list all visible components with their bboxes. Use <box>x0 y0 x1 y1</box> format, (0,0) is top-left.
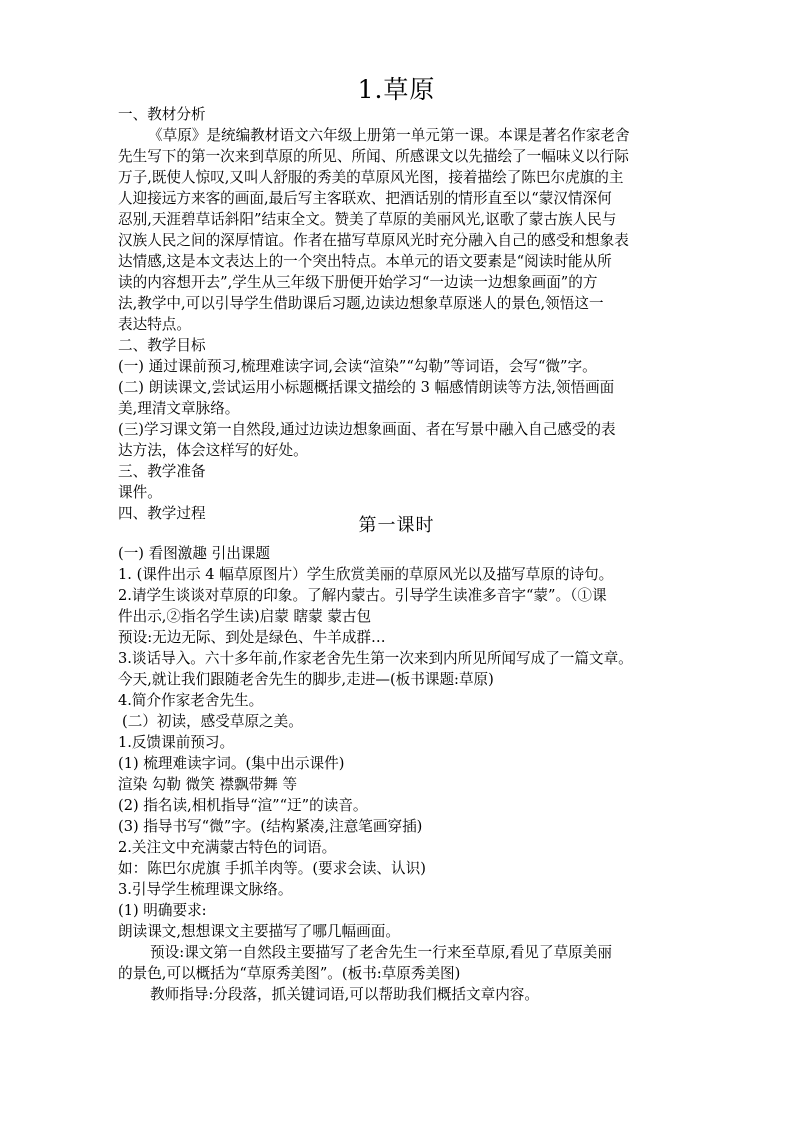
section-heading: 二、教学目标 <box>118 337 206 354</box>
lesson-title: 第一课时 <box>358 515 435 536</box>
process-line: 预设:无边无际、到处是绿色、牛羊成群… <box>118 629 386 646</box>
goal-line: (一) 通过课前预习,梳理难读字词,会读“渲染”“勾勒”等词语，会写“微”字。 <box>118 358 597 375</box>
process-line: (1) 明确要求: <box>118 902 207 919</box>
process-line: 4.简介作家老舍先生。 <box>118 692 264 709</box>
process-line: 渲染 勾勒 微笑 襟飘带舞 等 <box>118 776 298 793</box>
paragraph-line: 读的内容想开去”,学生从三年级下册便开始学习“一边读一边想象画面”的方 <box>118 274 598 291</box>
section-heading: 一、教材分析 <box>118 106 206 123</box>
process-line: 件出示,②指名学生读)启蒙 瞎蒙 蒙古包 <box>118 608 372 625</box>
process-line: (2) 指名读,相机指导“渲”“迂”的读音。 <box>118 797 368 814</box>
process-line: 2.请学生谈谈对草原的印象。了解内蒙古。引导学生读准多音字“蒙”。（①课 <box>118 587 607 604</box>
guide-line: 教师指导:分段落，抓关键词语,可以帮助我们概括文章内容。 <box>150 986 539 1003</box>
process-line: 2.关注文中充满蒙古特色的词语。 <box>118 839 337 856</box>
goal-line: 达方法，体会这样写的好处。 <box>118 442 308 459</box>
paragraph-line: 表达特点。 <box>118 316 191 333</box>
process-line: (二）初读，感受草原之美。 <box>122 713 303 730</box>
process-line: 朗读课文,想想课文主要描写了哪几幅画面。 <box>118 923 400 940</box>
process-line: 3.引导学生梳理课文脉络。 <box>118 881 293 898</box>
preset-line: 的景色,可以概括为“草原秀美图”。(板书:草原秀美图) <box>118 965 461 982</box>
paragraph-line: 《草原》是统编教材语文六年级上册第一单元第一课。本课是著名作家老舍 <box>148 127 630 144</box>
paragraph-line: 人迎接远方来客的画面,最后写主客联欢、把酒话别的情形直至以“蒙汉情深何 <box>118 190 612 207</box>
preset-line: 预设:课文第一自然段主要描写了老舍先生一行来至草原,看见了草原美丽 <box>150 944 612 961</box>
section-heading: 四、教学过程 <box>118 505 206 522</box>
paragraph-line: 先生写下的第一次来到草原的所见、所闻、所感课文以先描绘了一幅味义以行际 <box>118 148 629 165</box>
paragraph-line: 汉族人民之间的深厚情谊。作者在描写草原风光时充分融入自己的感受和想象表 <box>118 232 629 249</box>
paragraph-line: 达情感,这是本文表达上的一个突出特点。本单元的语文要素是“阅读时能从所 <box>118 253 612 270</box>
process-line: 3.谈话导入。六十多年前,作家老舍先生第一次来到内所见所闻写成了一篇文章。 <box>118 650 633 667</box>
page-title: 1.草原 <box>357 75 436 104</box>
goal-line: (二) 朗读课文,尝试运用小标题概括课文描绘的 3 幅感情朗读等方法,领悟画面 <box>118 379 615 396</box>
process-line: 今天,就让我们跟随老舍先生的脚步,走进—(板书课题:草原) <box>118 671 494 688</box>
process-line: 1. (课件出示 4 幅草原图片）学生欣赏美丽的草原风光以及描写草原的诗句。 <box>118 566 614 583</box>
paragraph-line: 法,教学中,可以引导学生借助课后习题,边读边想象草原迷人的景色,领悟这一 <box>118 295 604 312</box>
goal-line: 美,理清文章脉络。 <box>118 400 240 417</box>
paragraph-line: 忍别,天涯碧草话斜阳”结束全文。赞美了草原的美丽风光,讴歌了蒙古族人民与 <box>118 211 617 228</box>
prep-text: 课件。 <box>118 484 162 501</box>
process-line: 如：陈巴尔虎旗 手抓羊肉等。(要求会读、认识) <box>118 860 426 877</box>
process-line: (1) 梳理难读字词。(集中出示课件) <box>118 755 345 772</box>
process-line: 1.反馈课前预习。 <box>118 734 235 751</box>
process-line: (3) 指导书写“微”字。(结构紧凑,注意笔画穿插) <box>118 818 423 835</box>
paragraph-line: 万子,既使人惊叹,又叫人舒服的秀美的草原风光图，接着描绘了陈巴尔虎旗的主 <box>118 169 624 186</box>
process-line: (一) 看图激趣 引出课题 <box>118 545 271 562</box>
section-heading: 三、教学准备 <box>118 463 206 480</box>
goal-line: (三)学习课文第一自然段,通过边读边想象画面、者在写景中融入自己感受的表 <box>118 421 616 438</box>
